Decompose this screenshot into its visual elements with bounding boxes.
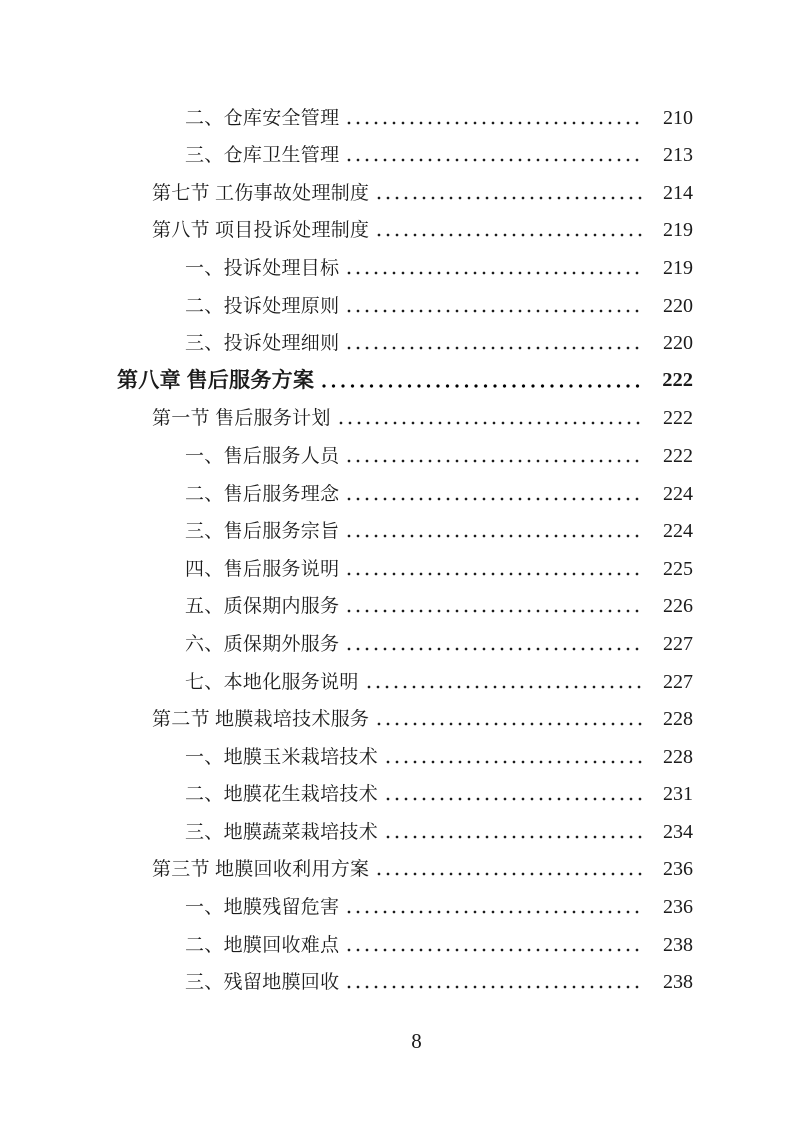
dot-leader	[347, 609, 643, 613]
dot-leader	[347, 647, 643, 651]
dot-leader	[347, 158, 643, 162]
toc-entry[interactable]	[117, 541, 693, 579]
toc-entry[interactable]	[117, 240, 693, 278]
dot-leader	[377, 196, 643, 200]
toc-entry-label: 第二节 地膜栽培技术服务	[152, 709, 370, 731]
toc-entry[interactable]	[117, 729, 693, 767]
dot-leader	[347, 121, 643, 125]
toc-entry-page: 236	[663, 858, 693, 881]
toc-entry-page: 228	[663, 708, 693, 731]
toc-entry-page: 238	[663, 971, 693, 994]
toc-entry-label: 三、售后服务宗旨	[185, 521, 340, 543]
toc-entry-page: 226	[663, 595, 693, 618]
dot-leader	[347, 459, 643, 463]
dot-leader	[322, 384, 643, 388]
toc-entry[interactable]	[117, 128, 693, 166]
toc-entry-page: 238	[663, 933, 693, 956]
toc-list	[117, 90, 693, 992]
toc-entry-label: 三、仓库卫生管理	[185, 145, 340, 167]
dot-leader	[339, 421, 643, 425]
toc-entry-page: 224	[663, 482, 693, 505]
toc-entry-label: 一、投诉处理目标	[185, 257, 340, 279]
toc-entry-label: 二、售后服务理念	[185, 483, 340, 505]
toc-entry[interactable]	[117, 428, 693, 466]
toc-entry-label: 七、本地化服务说明	[185, 671, 359, 693]
toc-entry-page: 219	[663, 219, 693, 242]
toc-entry-label: 第八节 项目投诉处理制度	[152, 220, 370, 242]
toc-entry[interactable]	[117, 879, 693, 917]
toc-entry-page: 222	[663, 407, 693, 430]
dot-leader	[386, 797, 643, 801]
dot-leader	[347, 309, 643, 313]
dot-leader	[377, 722, 643, 726]
dot-leader	[347, 346, 643, 350]
toc-entry[interactable]	[117, 353, 693, 391]
page-number-footer	[0, 1031, 793, 1052]
dot-leader	[386, 835, 643, 839]
toc-entry-page: 222	[663, 444, 693, 467]
toc-entry-page: 231	[663, 783, 693, 806]
toc-entry-label: 一、售后服务人员	[185, 445, 340, 467]
toc-entry[interactable]	[117, 842, 693, 880]
toc-entry-label: 四、售后服务说明	[185, 558, 340, 580]
toc-entry-page: 220	[663, 294, 693, 317]
toc-entry-label: 三、投诉处理细则	[185, 333, 340, 355]
toc-entry[interactable]	[117, 203, 693, 241]
dot-leader	[386, 760, 643, 764]
dot-leader	[347, 910, 643, 914]
dot-leader	[367, 685, 643, 689]
dot-leader	[347, 497, 643, 501]
dot-leader	[347, 985, 643, 989]
toc-entry-label: 三、地膜蔬菜栽培技术	[185, 821, 379, 843]
toc-entry[interactable]	[117, 616, 693, 654]
toc-entry[interactable]	[117, 804, 693, 842]
toc-entry-page: 227	[663, 632, 693, 655]
toc-entry-page: 224	[663, 520, 693, 543]
toc-entry-label: 第一节 售后服务计划	[152, 408, 331, 430]
dot-leader	[347, 948, 643, 952]
toc-entry[interactable]	[117, 504, 693, 542]
toc-entry-label: 二、地膜回收难点	[185, 934, 340, 956]
toc-entry-page: 213	[663, 144, 693, 167]
toc-entry-label: 三、残留地膜回收	[185, 972, 340, 994]
toc-entry[interactable]	[117, 917, 693, 955]
toc-entry[interactable]	[117, 278, 693, 316]
toc-entry-label: 第三节 地膜回收利用方案	[152, 859, 370, 881]
toc-entry[interactable]	[117, 391, 693, 429]
toc-entry-page: 236	[663, 896, 693, 919]
toc-entry-page: 227	[663, 670, 693, 693]
toc-entry-label: 一、地膜残留危害	[185, 897, 340, 919]
toc-entry-page: 228	[663, 745, 693, 768]
dot-leader	[377, 233, 643, 237]
toc-entry[interactable]	[117, 466, 693, 504]
dot-leader	[347, 534, 643, 538]
toc-entry[interactable]	[117, 692, 693, 730]
toc-entry-page: 220	[663, 332, 693, 355]
toc-entry[interactable]	[117, 316, 693, 354]
toc-entry[interactable]	[117, 955, 693, 993]
toc-entry-page: 214	[663, 181, 693, 204]
toc-entry-page: 225	[663, 557, 693, 580]
toc-entry-label: 一、地膜玉米栽培技术	[185, 746, 379, 768]
toc-entry-label: 第八章 售后服务方案	[117, 367, 315, 392]
toc-entry-page: 219	[663, 256, 693, 279]
toc-entry[interactable]	[117, 767, 693, 805]
toc-entry-label: 第七节 工伤事故处理制度	[152, 182, 370, 204]
toc-entry-label: 五、质保期内服务	[185, 596, 340, 618]
toc-entry-label: 二、仓库安全管理	[185, 107, 340, 129]
dot-leader	[347, 572, 643, 576]
toc-entry-page: 234	[663, 820, 693, 843]
toc-entry-label: 六、质保期外服务	[185, 633, 340, 655]
toc-entry-page: 222	[662, 369, 693, 392]
toc-entry-label: 二、地膜花生栽培技术	[185, 784, 379, 806]
toc-entry[interactable]	[117, 165, 693, 203]
toc-entry[interactable]	[117, 90, 693, 128]
toc-entry-label: 二、投诉处理原则	[185, 295, 340, 317]
page-number: 8	[411, 1029, 422, 1053]
toc-entry-page: 210	[663, 106, 693, 129]
dot-leader	[347, 271, 643, 275]
toc-entry[interactable]	[117, 579, 693, 617]
toc-entry[interactable]	[117, 654, 693, 692]
dot-leader	[377, 872, 643, 876]
